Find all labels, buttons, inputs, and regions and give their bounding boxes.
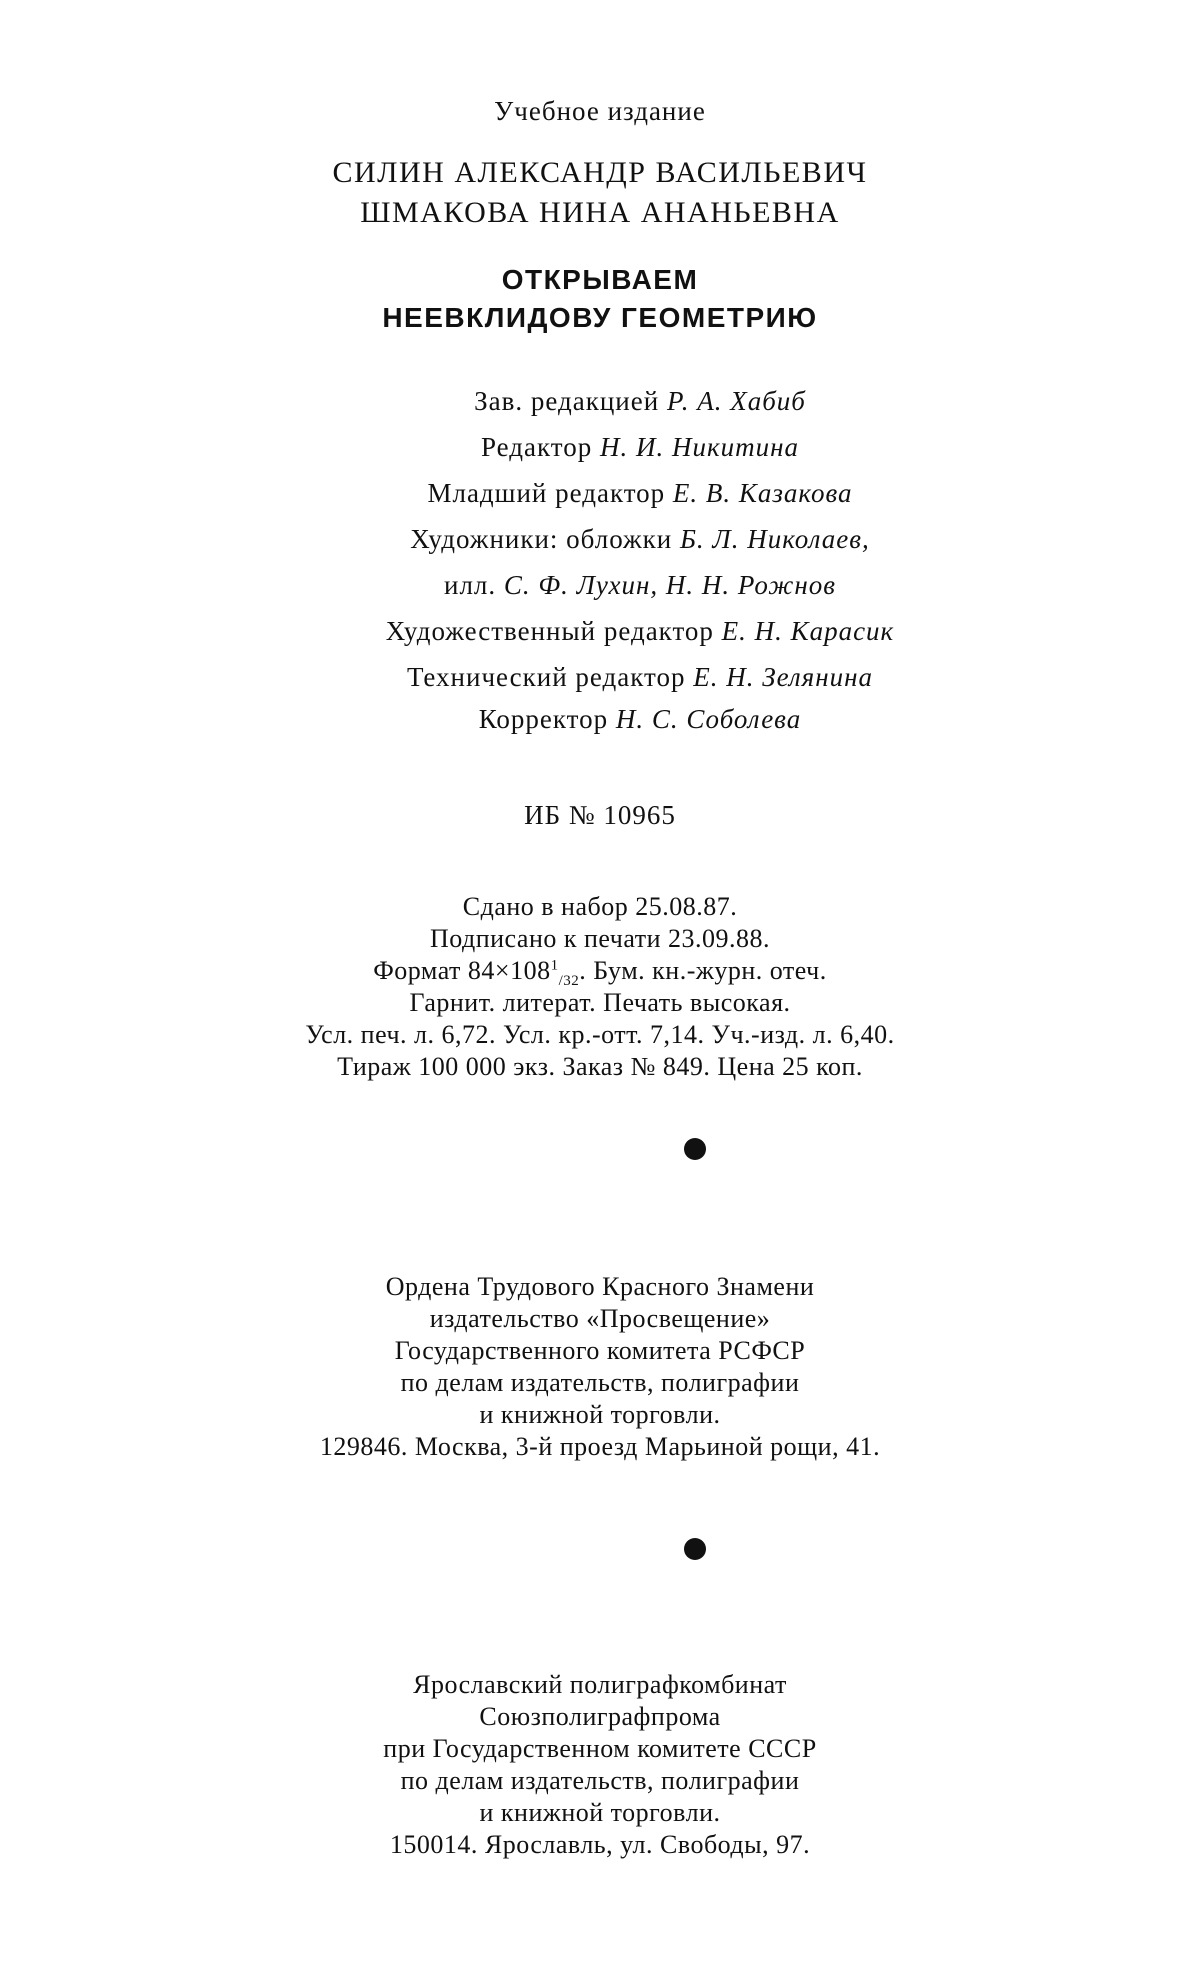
credit-role: Зав. редакцией [474, 386, 660, 416]
credit-line [40, 662, 1200, 693]
publisher-line: и книжной торговли. [479, 1400, 721, 1429]
credit-role: Художники: обложки [410, 524, 673, 554]
publisher-line: Государственного комитета РСФСР [394, 1336, 806, 1365]
credit-name: Е. Н. Карасик [721, 616, 895, 646]
credit-line [40, 524, 1200, 555]
credit-name: Б. Л. Николаев, [680, 524, 870, 554]
format-sub: /32 [558, 973, 580, 990]
credit-name: Е. Н. Зелянина [693, 662, 874, 692]
printer-address: 150014. Ярославль, ул. Свободы, 97. [389, 1830, 811, 1859]
book-title-line-1: ОТКРЫВАЕМ [501, 264, 699, 295]
credit-name: Е. В. Казакова [672, 478, 853, 508]
printer-line: при Государственном комитете СССР [383, 1734, 817, 1763]
bullet-separator-icon [684, 1138, 706, 1160]
publisher-line: по делам издательств, полиграфии [400, 1368, 800, 1397]
edition-type: Учебное издание [494, 96, 706, 126]
credit-line [40, 386, 1200, 417]
credit-name: Н. С. Соболева [615, 704, 802, 734]
credit-line [40, 432, 1200, 463]
printer-line: Ярославский полиграфкомбинат [413, 1670, 787, 1699]
credit-name: Н. И. Никитина [599, 432, 799, 462]
credit-role: Художественный редактор [385, 616, 714, 646]
credit-name: Р. А. Хабиб [666, 386, 806, 416]
author-1: СИЛИН АЛЕКСАНДР ВАСИЛЬЕВИЧ [332, 156, 868, 189]
ib-number: ИБ № 10965 [524, 800, 676, 830]
printer-line: и книжной торговли. [479, 1798, 721, 1827]
imprint-line: Подписано к печати 23.09.88. [429, 924, 771, 953]
credit-line [40, 704, 1200, 735]
credit-role: Технический редактор [406, 662, 686, 692]
author-2: ШМАКОВА НИНА АНАНЬЕВНА [360, 196, 840, 229]
credit-role: Корректор [478, 704, 609, 734]
book-title-line-2: НЕЕВКЛИДОВУ ГЕОМЕТРИЮ [382, 302, 818, 333]
credit-line [40, 570, 1200, 601]
publisher-line: Ордена Трудового Красного Знамени [385, 1272, 815, 1301]
credit-line [40, 616, 1200, 647]
credit-name: С. Ф. Лухин, Н. Н. Рожнов [503, 570, 836, 600]
credit-role: Редактор [481, 432, 593, 462]
format-prefix: Формат 84×108 [373, 956, 551, 985]
imprint-line: Гарнит. литерат. Печать высокая. [409, 988, 791, 1017]
publisher-line: издательство «Просвещение» [429, 1304, 771, 1333]
imprint-format-line [0, 956, 1200, 990]
credit-line [40, 478, 1200, 509]
imprint-line: Сдано в набор 25.08.87. [462, 892, 738, 921]
printer-line: Союзполиграфпрома [479, 1702, 721, 1731]
credit-role: илл. [444, 570, 497, 600]
format-sup: 1 [550, 957, 559, 974]
printer-line: по делам издательств, полиграфии [400, 1766, 800, 1795]
publisher-address: 129846. Москва, 3-й проезд Марьиной рощи, 41. [319, 1432, 881, 1461]
imprint-line: Тираж 100 000 экз. Заказ № 849. Цена 25 коп. [337, 1052, 863, 1081]
credit-role: Младший редактор [427, 478, 666, 508]
imprint-line: Усл. печ. л. 6,72. Усл. кр.-отт. 7,14. Уч.-изд. л. 6,40. [305, 1020, 895, 1049]
bullet-separator-icon [684, 1538, 706, 1560]
format-suffix: . Бум. кн.-журн. отеч. [579, 956, 827, 985]
